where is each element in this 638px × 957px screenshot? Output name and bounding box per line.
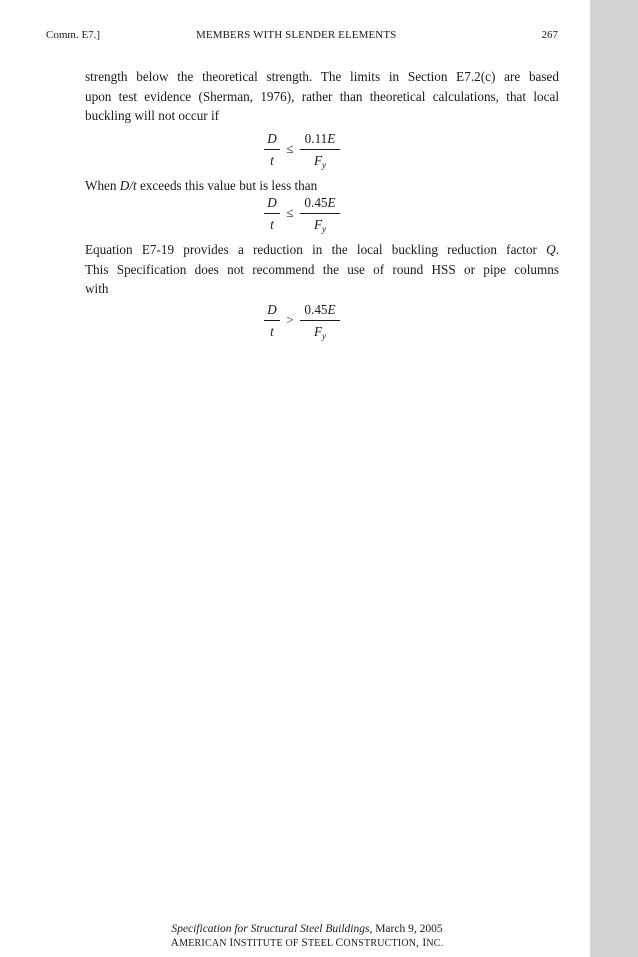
org-part: S	[301, 937, 308, 949]
footer-date: March 9, 2005	[372, 923, 443, 935]
equation-1-rhs-variable: E	[327, 131, 336, 146]
equation-1-rhs-den-subscript: y	[322, 160, 327, 170]
equation-3-lhs-numerator: D	[267, 302, 277, 317]
fraction-bar	[300, 149, 340, 150]
equation-2-rhs-denominator	[300, 216, 340, 234]
equation-1-lhs	[264, 130, 280, 170]
equation-1-rhs	[300, 130, 340, 170]
footer-spec-title: Specification for Structural Steel Buildings,	[171, 923, 373, 935]
paragraph-3-line-1-text: Equation E7-19 provides a reduction in the local buckling reduction factor	[85, 242, 547, 257]
paragraph-3-factor-symbol: Q	[546, 242, 556, 257]
org-part: MERICAN	[179, 938, 230, 949]
paragraph-1-line-1: strength below the theoretical strength. The limits in Section E7.2(c) are based	[85, 69, 559, 84]
paragraph-2-ratio: D/t	[119, 178, 137, 193]
fraction-bar	[264, 213, 280, 214]
page-number: 267	[541, 29, 558, 41]
fraction-bar	[264, 320, 280, 321]
equation-3	[256, 301, 356, 345]
equation-2-rhs-den-variable: F	[313, 217, 323, 232]
equation-3-relation: >	[286, 312, 294, 327]
paragraph-2	[85, 176, 559, 196]
equation-2-lhs-denominator: t	[270, 217, 274, 232]
equation-3-rhs-variable: E	[327, 302, 336, 317]
paragraph-3-line-2: This Specification does not recommend the use of round HSS or pipe columns	[85, 261, 559, 277]
footer-organization	[12, 936, 602, 951]
org-part: C	[335, 937, 344, 949]
equation-3-rhs-denominator	[300, 323, 340, 341]
paragraph-3-line-3: with	[85, 281, 109, 296]
paragraph-2-text-pre: When	[85, 178, 120, 193]
paragraph-3	[85, 240, 559, 299]
paragraph-3-line-1	[85, 240, 559, 260]
org-part: A	[170, 937, 180, 949]
org-part: NSTITUTE OF	[233, 938, 302, 949]
fraction-bar	[300, 213, 340, 214]
equation-2-relation: ≤	[286, 205, 294, 220]
fraction-bar	[264, 149, 280, 150]
footer-citation	[12, 922, 602, 937]
org-part: , I	[416, 937, 427, 949]
equation-3-rhs-den-subscript: y	[322, 331, 327, 341]
org-part: I	[229, 937, 234, 949]
equation-2-rhs-coefficient: 0.45	[304, 195, 328, 210]
equation-1-lhs-denominator: t	[270, 153, 274, 168]
equation-2-lhs-numerator: D	[267, 195, 277, 210]
equation-3-rhs-numerator	[300, 301, 340, 319]
equation-2-rhs-den-subscript: y	[322, 224, 327, 234]
equation-2-rhs	[300, 194, 340, 234]
equation-1-rhs-numerator	[300, 130, 340, 148]
paragraph-1	[85, 67, 559, 126]
equation-3-lhs-denominator: t	[270, 324, 274, 339]
org-part: TEEL	[307, 938, 336, 949]
equation-3-rhs	[300, 301, 340, 341]
equation-1-rhs-denominator	[300, 152, 340, 170]
equation-2	[256, 194, 356, 238]
equation-1-rhs-coefficient: 0.11	[304, 131, 328, 146]
equation-2-rhs-variable: E	[327, 195, 336, 210]
equation-3-lhs	[264, 301, 280, 341]
paragraph-2-text-post: exceeds this value but is less than	[136, 178, 318, 193]
paragraph-2-line-1	[85, 176, 559, 196]
equation-2-rhs-numerator	[300, 194, 340, 212]
paragraph-1-line-3: buckling will not occur if	[85, 108, 220, 123]
equation-3-rhs-den-variable: F	[313, 324, 323, 339]
equation-3-rhs-coefficient: 0.45	[304, 302, 328, 317]
chapter-title: MEMBERS WITH SLENDER ELEMENTS	[196, 29, 397, 41]
page-side-margin	[590, 0, 638, 957]
equation-1-rhs-den-variable: F	[313, 153, 323, 168]
fraction-bar	[300, 320, 340, 321]
equation-2-lhs	[264, 194, 280, 234]
equation-1-relation: ≤	[286, 141, 294, 156]
running-head	[46, 27, 558, 43]
org-part: NC	[426, 938, 441, 949]
paragraph-1-line-2: upon test evidence (Sherman, 1976), rather than theoretical calculations, that local	[85, 88, 559, 104]
equation-1-lhs-numerator: D	[267, 131, 277, 146]
equation-1	[256, 130, 356, 174]
paragraph-3-line-1-period: .	[555, 242, 559, 257]
section-reference: Comm. E7.]	[46, 29, 101, 41]
org-part: ONSTRUCTION	[343, 938, 417, 949]
org-part: .	[440, 938, 444, 949]
